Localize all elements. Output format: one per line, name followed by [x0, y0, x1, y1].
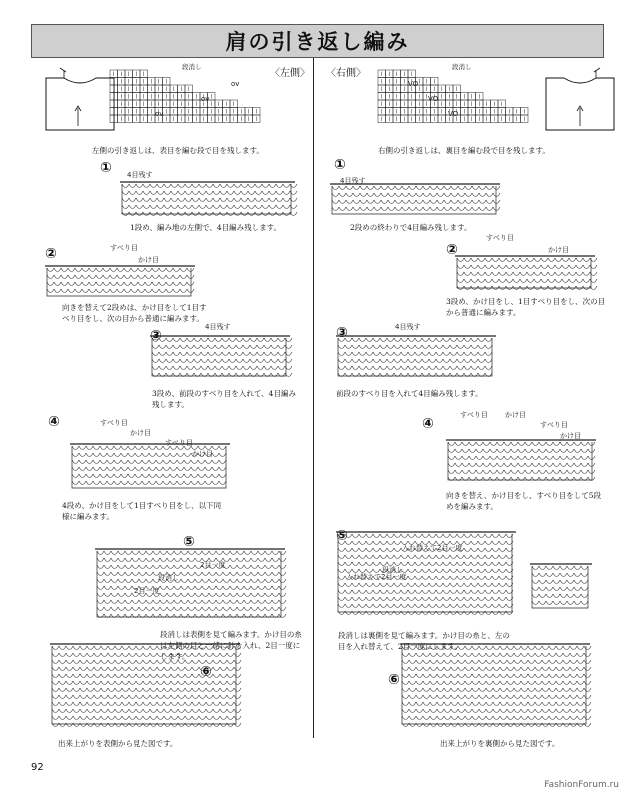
left-chart-title: 段消し [182, 63, 202, 71]
right-step-5-label-a: 入れ替えて2目一度 [402, 544, 463, 552]
title-bar [31, 24, 604, 58]
left-step-1-text: 1段め、編み地の左側で、4目編み残します。 [130, 223, 281, 232]
left-step-1-number: ① [100, 160, 112, 176]
left-step-2-number: ② [45, 246, 57, 262]
right-step-2-number: ② [446, 242, 458, 258]
left-garment-schematic [40, 66, 120, 136]
left-step-4-label-a: すべり目 [100, 419, 128, 427]
right-chart-title: 段消し [452, 63, 472, 71]
right-chart-mark-1: VO [408, 80, 419, 88]
left-step-4-diagram [70, 440, 240, 496]
left-step-5-label-a: 2目一度 [200, 561, 226, 569]
right-step-5-label-b: 段消し [382, 566, 403, 574]
right-step-2-label-b: かけ目 [548, 246, 569, 254]
right-step-4-label-a: すべり目 [460, 411, 488, 419]
right-step-6-number: ⑥ [388, 672, 400, 688]
right-step-4-label-d: かけ目 [560, 432, 581, 440]
right-step-2-diagram [455, 252, 605, 296]
right-step-6-diagram [400, 640, 600, 732]
left-intro-text: 左側の引き返しは、表目を編む段で目を残します。 [92, 146, 264, 155]
right-step-3-diagram [336, 332, 506, 384]
right-step-1-label: 4目残す [340, 177, 366, 185]
right-step-1-text: 2段めの終わりで4目編み残します。 [350, 223, 472, 232]
column-divider [313, 58, 314, 738]
right-step-4-label-c: すべり目 [540, 421, 568, 429]
right-step-3-number: ③ [336, 325, 348, 341]
left-step-3-text: 3段め、前段のすべり目を入れて、4目編み残します。 [152, 389, 296, 409]
left-step-4-number: ④ [48, 414, 60, 430]
watermark: FashionForum.ru [544, 780, 619, 790]
left-step-5-number: ⑤ [183, 534, 195, 550]
right-stitch-chart [378, 70, 538, 130]
left-step-4-label-b: かけ目 [130, 429, 151, 437]
left-step-2-diagram [45, 262, 205, 304]
left-step-3-label: 4目残す [205, 323, 231, 331]
right-step-2-label-a: すべり目 [486, 234, 514, 242]
left-step-4-label-c: すべり目 [165, 439, 193, 447]
left-step-3-diagram [150, 332, 300, 384]
right-step-4-text: 向きを替え、かけ目をし、すべり目をして5段めを編みます。 [446, 491, 602, 511]
left-step-2-label-b: かけ目 [138, 256, 159, 264]
left-step-6-text: 出来上がりを表側から見た図です。 [58, 739, 178, 748]
right-step-5-text: 段消しは裏側を見て編みます。かけ目の糸と、左の目を入れ替えて、2目一度にします。 [338, 631, 510, 651]
right-chart-mark-3: VO [448, 110, 459, 118]
right-garment-schematic [540, 66, 620, 136]
right-step-5-number: ⑤ [336, 528, 348, 544]
right-step-5-label-c: 入れ替えて2目一度 [346, 573, 407, 581]
left-step-1-diagram [120, 178, 305, 222]
right-chart-mark-2: VO [428, 95, 439, 103]
right-step-4-number: ④ [422, 416, 434, 432]
left-chart-mark-2: ov [201, 95, 210, 103]
left-stitch-chart [110, 70, 270, 130]
page-title: 肩の引き返し編み [225, 30, 410, 54]
right-step-1-number: ① [334, 157, 346, 173]
right-side-label: 〈右側〉 [326, 68, 366, 79]
left-step-5-diagram [95, 545, 295, 625]
left-step-4-text: 4段め、かけ目をして1目すべり目をし、以下同様に編みます。 [62, 501, 222, 521]
left-step-2-text: 向きを替えて2段めは、かけ目をして1目すべり目をし、次の目から普通に編みます。 [62, 303, 207, 323]
left-step-1-label: 4目残す [127, 171, 153, 179]
left-step-5-label-b: 段消し [158, 574, 179, 582]
right-step-3-label: 4目残す [395, 323, 421, 331]
left-step-5-text: 段消しは表側を見て編みます。かけ目の糸は左側の目と一緒に針を入れ、2目一度にします。 [160, 630, 302, 661]
left-step-3-number: ③ [150, 328, 162, 344]
right-step-6-text: 出来上がりを裏側から見た図です。 [440, 739, 560, 748]
left-step-5-label-c: 2目一度 [134, 587, 160, 595]
right-step-2-text: 3段め、かけ目をし、1目すべり目をし、次の目から普通に編みます。 [446, 297, 606, 317]
right-intro-text: 右側の引き返しは、裏目を編む段で目を残します。 [378, 146, 550, 155]
right-step-5-detail-diagram [530, 560, 600, 616]
right-step-4-label-b: かけ目 [505, 411, 526, 419]
left-chart-mark-1: ov [231, 80, 240, 88]
left-step-6-number: ⑥ [200, 664, 212, 680]
right-step-3-text: 前段のすべり目を入れて4目編み残します。 [336, 389, 483, 398]
left-chart-mark-3: ov [155, 110, 164, 118]
left-step-6-diagram [50, 640, 250, 732]
right-step-4-diagram [446, 436, 606, 488]
left-step-4-label-d: かけ目 [192, 450, 213, 458]
left-side-label: 〈左側〉 [270, 68, 310, 79]
page-number: 92 [31, 762, 44, 773]
right-step-1-diagram [330, 180, 510, 222]
right-step-5-diagram [336, 528, 526, 620]
left-step-2-label-a: すべり目 [110, 244, 138, 252]
